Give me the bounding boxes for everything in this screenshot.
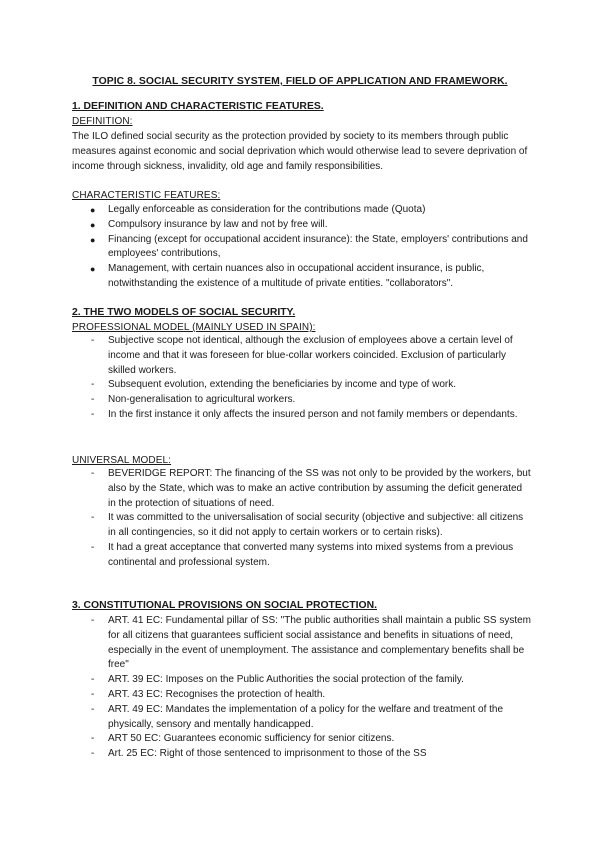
list-item: - It was committed to the universalisation of social security (objective and subjective: all citizens in all contingencies, so it did not apply to certain workers or to certain risks).: [91, 512, 524, 539]
definition-label: DEFINITION:: [72, 116, 133, 127]
list-item: ● Management, with certain nuances also in occupational accident insurance, is public, notwithstanding the existence of a multitude of private entities. "collaborators".: [90, 263, 485, 289]
list-item: - Subsequent evolution, extending the beneficiaries by income and type of work.: [91, 379, 456, 391]
features-list: [90, 203, 532, 292]
professional-model-list: [90, 334, 532, 423]
list-item: ● Legally enforceable as consideration for the contributions made (Quota): [90, 203, 532, 218]
list-item: - Art. 25 EC: Right of those sentenced to imprisonment to those of the SS: [91, 748, 427, 760]
document-title: TOPIC 8. SOCIAL SECURITY SYSTEM, FIELD OF APPLICATION AND FRAMEWORK.: [92, 76, 508, 87]
list-item: - ART. 49 EC: Mandates the implementation of a policy for the welfare and treatment of the physically, sensory and mentally handicapped.: [91, 703, 504, 730]
section-1-heading: 1. DEFINITION AND CHARACTERISTIC FEATURES.: [72, 101, 324, 112]
bullet-icon: ●: [90, 219, 96, 230]
bullet-icon: ●: [90, 205, 96, 215]
universal-model-label: UNIVERSAL MODEL:: [72, 455, 172, 466]
list-item: - ART. 41 EC: Fundamental pillar of SS: "The public authorities shall maintain a public SS system for all citizens that guarantees sufficient social assistance and benefits in situations of need, especially in the event of unemployment. The assistance and complementary benefits shall be free": [91, 615, 532, 671]
features-label: CHARACTERISTIC FEATURES:: [72, 190, 221, 201]
list-item: ● Compulsory insurance by law and not by free will.: [90, 218, 532, 233]
list-item: - Non-generalisation to agricultural workers.: [91, 394, 296, 406]
list-item: - ART. 43 EC: Recognises the protection of health.: [91, 688, 326, 700]
list-item: - It had a great acceptance that converted many systems into mixed systems from a previous continental and professional system.: [91, 541, 514, 568]
list-item: - ART 50 EC: Guarantees economic sufficiency for senior citizens.: [91, 733, 395, 745]
constitutional-provisions-list: [90, 614, 532, 762]
list-item: - In the first instance it only affects the insured person and not family members or dependants.: [91, 408, 518, 420]
list-item: - Subjective scope not identical, although the exclusion of employees above a certain level of income and that it was foreseen for blue-collar workers coincided. Exclusion of particularly skilled workers.: [91, 335, 513, 376]
bullet-icon: ●: [90, 264, 96, 275]
professional-model-label: PROFESSIONAL MODEL (MAINLY USED IN SPAIN):: [72, 322, 316, 333]
section-3-heading: 3. CONSTITUTIONAL PROVISIONS ON SOCIAL PROTECTION.: [72, 600, 378, 611]
list-item: ● Financing (except for occupational accident insurance): the State, employers' contributions and employees' contributions,: [90, 233, 528, 260]
list-item: - BEVERIDGE REPORT: The financing of the SS was not only to be provided by the workers, but also by the State, which was to make an active contribution by assuming the deficit generated in the protection of situations of need.: [91, 468, 531, 509]
section-2-heading: 2. THE TWO MODELS OF SOCIAL SECURITY.: [72, 307, 296, 318]
universal-model-list: [90, 467, 532, 571]
list-item: - ART. 39 EC: Imposes on the Public Authorities the social protection of the family.: [91, 674, 464, 686]
definition-text: The ILO defined social security as the protection provided by society to its members through public measures against economic and social deprivation which would otherwise lead to severe deprivation of income through sickness, invalidity, old age and family responsibilities.: [72, 131, 528, 172]
bullet-icon: ●: [90, 234, 96, 245]
